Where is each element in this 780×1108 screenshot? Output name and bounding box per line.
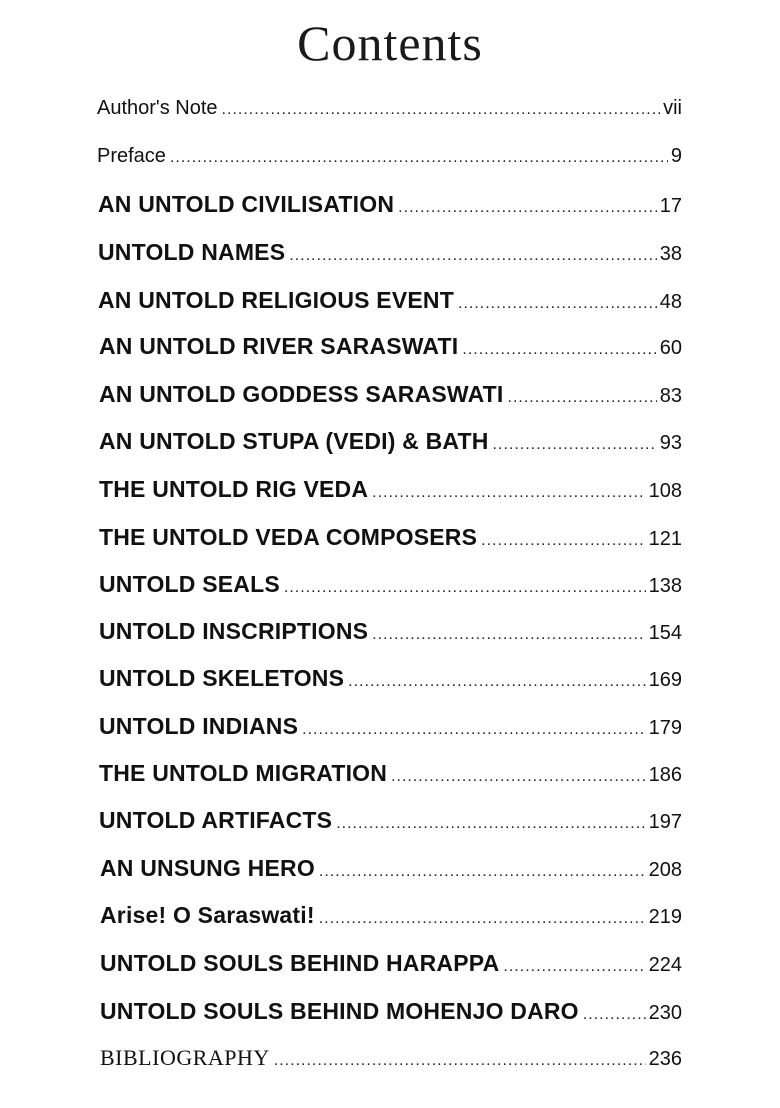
toc-dot-leader (493, 436, 657, 454)
toc-entry-page-number: 169 (648, 669, 682, 691)
toc-entry-title: UNTOLD NAMES (98, 239, 286, 265)
toc-dot-leader (319, 863, 646, 881)
toc-entry-title: THE UNTOLD VEDA COMPOSERS (99, 524, 478, 550)
toc-dot-leader (336, 815, 645, 833)
toc-entry-title: UNTOLD ARTIFACTS (99, 807, 333, 833)
toc-entry-title: UNTOLD SOULS BEHIND MOHENJO DARO (100, 998, 579, 1024)
toc-entry (97, 97, 682, 131)
toc-dot-leader (508, 389, 657, 407)
toc-entry-page-number: 224 (648, 954, 682, 976)
toc-entry (100, 950, 682, 984)
toc-entry (99, 807, 682, 841)
toc-entry-title: BIBLIOGRAPHY (100, 1045, 270, 1070)
toc-entry-page-number: 83 (659, 385, 682, 407)
toc-entry (98, 191, 682, 225)
toc-entry-title: AN UNTOLD RELIGIOUS EVENT (98, 287, 454, 313)
toc-entry-title: UNTOLD SOULS BEHIND HARAPPA (100, 950, 500, 976)
toc-dot-leader (583, 1006, 646, 1024)
toc-entry-page-number: 121 (648, 528, 682, 550)
toc-entry-title: AN UNTOLD RIVER SARASWATI (99, 333, 459, 359)
toc-entry (99, 665, 682, 699)
toc-entry-title: Preface (97, 145, 166, 167)
toc-entry-title: Author's Note (97, 97, 218, 119)
toc-entry-page-number: 38 (659, 243, 682, 265)
toc-dot-leader (398, 199, 657, 217)
toc-entry-page-number: 93 (659, 432, 682, 454)
toc-entry-page-number: 236 (648, 1048, 682, 1070)
toc-dot-leader (222, 101, 661, 119)
toc-entry (99, 333, 682, 367)
toc-dot-leader (372, 484, 645, 502)
toc-dot-leader (274, 1052, 646, 1070)
toc-entry (99, 476, 682, 510)
toc-dot-leader (302, 721, 645, 739)
toc-entry-title: UNTOLD INSCRIPTIONS (99, 618, 369, 644)
toc-entry-page-number: 154 (648, 622, 682, 644)
toc-entry-title: UNTOLD SEALS (99, 571, 280, 597)
toc-entry-page-number: 219 (648, 906, 682, 928)
toc-entry (97, 145, 682, 179)
toc-entry-page-number: 60 (659, 337, 682, 359)
toc-entry-page-number: 186 (648, 764, 682, 786)
toc-entry-title: UNTOLD INDIANS (99, 713, 299, 739)
toc-entry (99, 524, 682, 558)
toc-entry-page-number: 230 (648, 1002, 682, 1024)
toc-dot-leader (348, 673, 645, 691)
toc-entry-title: UNTOLD SKELETONS (99, 665, 345, 691)
toc-entry (99, 618, 682, 652)
toc-dot-leader (289, 247, 656, 265)
toc-entry (99, 428, 682, 462)
toc-entry (98, 239, 682, 273)
toc-entry-title: AN UNTOLD STUPA (VEDI) & BATH (99, 428, 489, 454)
toc-entry (100, 1045, 682, 1079)
toc-entry-page-number: vii (663, 97, 682, 119)
toc-entry (99, 713, 682, 747)
toc-entry-title: THE UNTOLD MIGRATION (99, 760, 388, 786)
toc-entry-title: AN UNSUNG HERO (100, 855, 315, 881)
toc-entry-page-number: 17 (659, 195, 682, 217)
toc-entry-page-number: 138 (648, 575, 682, 597)
toc-entry (100, 902, 682, 936)
toc-entry-title: AN UNTOLD CIVILISATION (98, 191, 395, 217)
toc-dot-leader (284, 579, 646, 597)
toc-entry (100, 855, 682, 889)
page-title: Contents (297, 15, 483, 71)
toc-dot-leader (503, 958, 645, 976)
toc-dot-leader (170, 149, 668, 167)
toc-entry-page-number: 179 (648, 717, 682, 739)
toc-entry (99, 760, 682, 794)
toc-entry (99, 571, 682, 605)
toc-dot-leader (458, 295, 657, 313)
toc-entry-page-number: 197 (648, 811, 682, 833)
toc-dot-leader (372, 626, 645, 644)
toc-entry-title: AN UNTOLD GODDESS SARASWATI (99, 381, 504, 407)
toc-entry-title: Arise! O Saraswati! (100, 902, 315, 928)
toc-dot-leader (481, 532, 645, 550)
toc-entry-page-number: 9 (670, 145, 682, 167)
toc-entry-title: THE UNTOLD RIG VEDA (99, 476, 369, 502)
toc-entry (99, 381, 682, 415)
toc-entry-page-number: 108 (648, 480, 682, 502)
toc-entry (98, 287, 682, 321)
toc-entry-page-number: 208 (648, 859, 682, 881)
toc-entry-page-number: 48 (659, 291, 682, 313)
toc-dot-leader (319, 910, 646, 928)
toc-dot-leader (462, 341, 656, 359)
toc-entry (100, 998, 682, 1032)
toc-dot-leader (391, 768, 646, 786)
